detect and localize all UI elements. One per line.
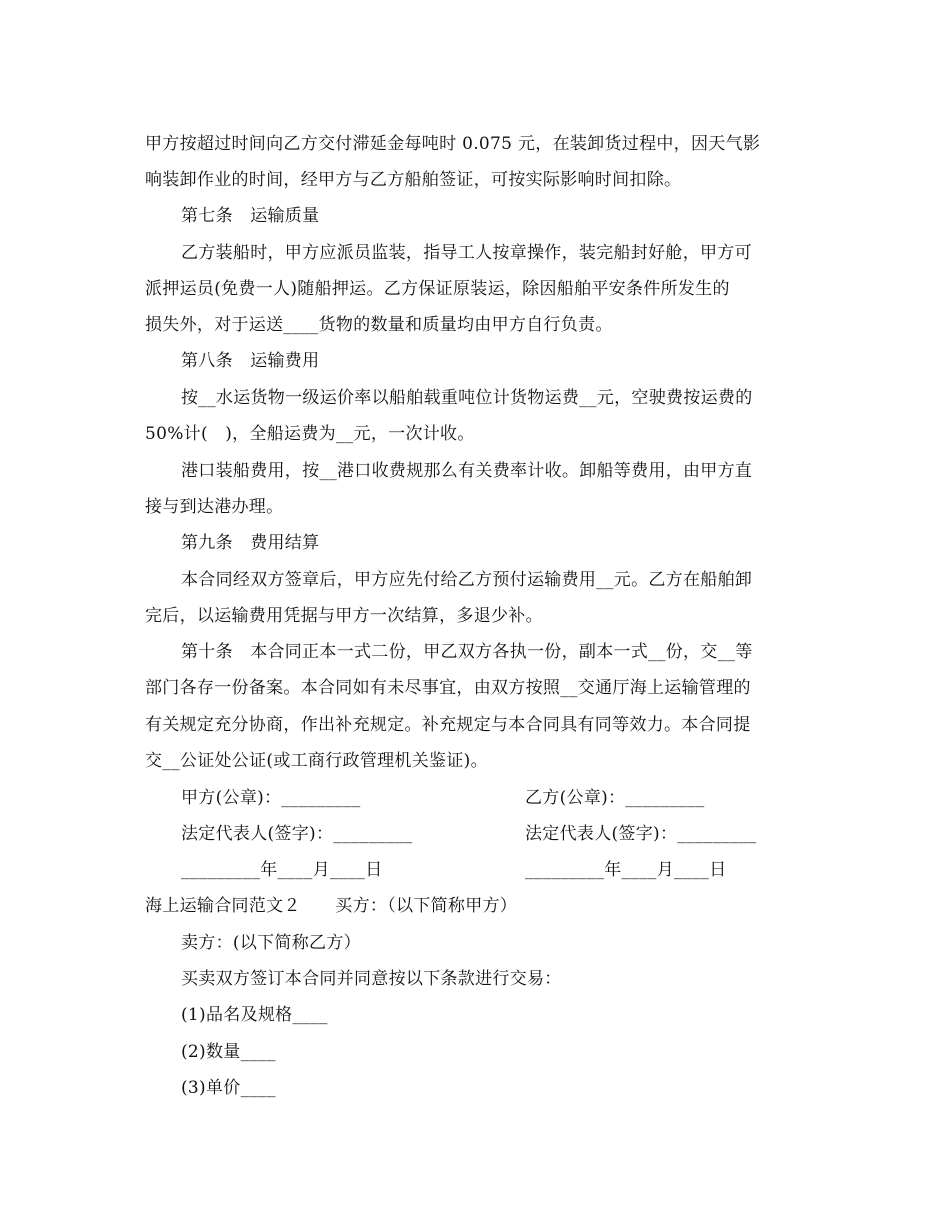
list-item: (2)数量____	[181, 1042, 276, 1062]
paragraph-line: 卖方：(以下简称乙方）	[181, 933, 361, 953]
paragraph-line: 50%计( )，全船运费为__元，一次计收。	[145, 424, 475, 444]
list-item: (3)单价____	[181, 1078, 276, 1098]
paragraph-line: 买卖双方签订本合同并同意按以下条款进行交易：	[181, 969, 562, 989]
paragraph-line: 第十条 本合同正本一式二份，甲乙双方各执一份，副本一式__份，交__等	[181, 642, 753, 662]
paragraph-line: 部门各存一份备案。本合同如有未尽事宜，由双方按照__交通厅海上运输管理的	[145, 678, 751, 698]
paragraph-line: 有关规定充分协商，作出补充规定。补充规定与本合同具有同等效力。本合同提	[145, 715, 751, 735]
party-b-representative: 法定代表人(签字)：_________	[525, 824, 757, 844]
party-b-date: _________年____月____日	[525, 860, 727, 880]
paragraph-line: 接与到达港办理。	[145, 497, 284, 517]
party-b-seal: 乙方(公章)：_________	[525, 788, 705, 808]
party-a-seal: 甲方(公章)：_________	[181, 788, 361, 808]
paragraph-line: 本合同经双方签章后，甲方应先付给乙方预付运输费用__元。乙方在船舶卸	[181, 570, 753, 590]
party-a-date: _________年____月____日	[181, 860, 383, 880]
party-a-representative: 法定代表人(签字)：_________	[181, 824, 413, 844]
paragraph-line: 按__水运货物一级运价率以船舶载重吨位计货物运费__元，空驶费按运费的	[181, 388, 753, 408]
paragraph-line: 交__公证处公证(或工商行政管理机关鉴证)。	[145, 751, 488, 771]
paragraph-line: 完后，以运输费用凭据与甲方一次结算，多退少补。	[145, 606, 543, 626]
section-heading: 第九条 费用结算	[181, 533, 320, 553]
list-item: (1)品名及规格____	[181, 1005, 328, 1025]
paragraph-line: 乙方装船时，甲方应派员监装，指导工人按章操作，装完船封好舱，甲方可	[181, 243, 752, 263]
paragraph-line: 响装卸作业的时间，经甲方与乙方船舶签证，可按实际影响时间扣除。	[145, 170, 682, 190]
paragraph-line: 港口装船费用，按__港口收费规那么有关费率计收。卸船等费用，由甲方直	[181, 461, 753, 481]
document-title: 海上运输合同范文２ 买方：（以下简称甲方）	[145, 896, 518, 916]
section-heading: 第七条 运输质量	[181, 206, 320, 226]
section-heading: 第八条 运输费用	[181, 351, 320, 371]
paragraph-line: 损失外，对于运送____货物的数量和质量均由甲方自行负责。	[145, 315, 613, 335]
paragraph-line: 甲方按超过时间向乙方交付滞延金每吨时 0.075 元，在装卸货过程中，因天气影	[145, 134, 761, 154]
paragraph-line: 派押运员(免费一人)随船押运。乙方保证原装运，除因船舶平安条件所发生的	[145, 279, 730, 299]
